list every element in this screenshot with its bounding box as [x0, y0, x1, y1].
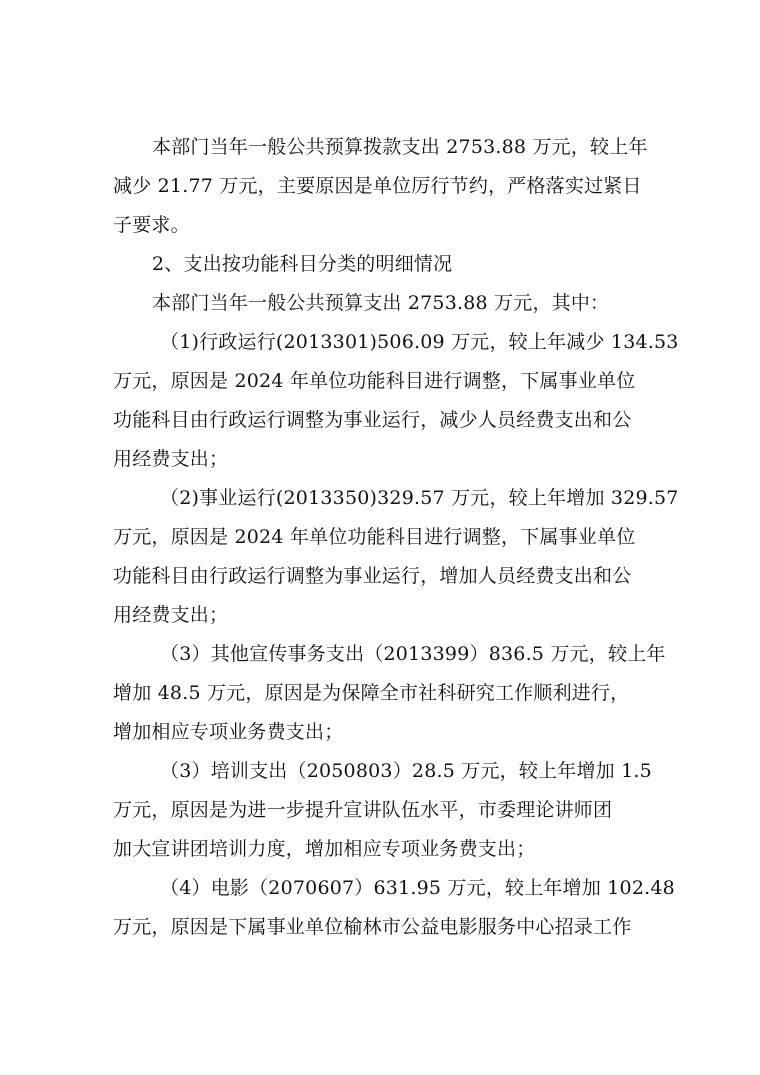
paragraph-line: 增加相应专项业务费支出； [113, 721, 344, 743]
paragraph-line: （3）其他宣传事务支出（2013399）836.5 万元，较上年 [160, 643, 666, 665]
paragraph-line: 万元，原因是 2024 年单位功能科目进行调整，下属事业单位 [113, 370, 636, 392]
paragraph-line: 功能科目由行政运行调整为事业运行，增加人员经费支出和公 [113, 565, 632, 587]
paragraph-line: 本部门当年一般公共预算支出 2753.88 万元，其中： [152, 292, 610, 314]
paragraph-line: （4）电影（2070607）631.95 万元，较上年增加 102.48 [160, 877, 675, 899]
paragraph-line: 子要求。 [113, 214, 190, 236]
paragraph-line: （3）培训支出（2050803）28.5 万元，较上年增加 1.5 [160, 760, 652, 782]
paragraph-line: 用经费支出； [113, 604, 229, 626]
paragraph-line: 本部门当年一般公共预算拨款支出 2753.88 万元，较上年 [152, 136, 648, 158]
paragraph-line: 加大宣讲团培训力度，增加相应专项业务费支出； [113, 838, 536, 860]
paragraph-line: 用经费支出； [113, 448, 229, 470]
section-heading: 2、支出按功能科目分类的明细情况 [152, 253, 453, 275]
paragraph-line: 万元，原因是下属事业单位榆林市公益电影服务中心招录工作 [113, 916, 632, 938]
paragraph-line: （2)事业运行(2013350)329.57 万元，较上年增加 329.57 [160, 487, 679, 509]
paragraph-line: （1)行政运行(2013301)506.09 万元，较上年减少 134.53 [160, 331, 679, 353]
paragraph-line: 万元，原因是 2024 年单位功能科目进行调整，下属事业单位 [113, 526, 636, 548]
paragraph-line: 万元，原因是为进一步提升宣讲队伍水平，市委理论讲师团 [113, 799, 613, 821]
paragraph-line: 增加 48.5 万元，原因是为保障全市社科研究工作顺利进行， [113, 682, 630, 704]
paragraph-line: 减少 21.77 万元，主要原因是单位厉行节约，严格落实过紧日 [113, 175, 642, 197]
paragraph-line: 功能科目由行政运行调整为事业运行，减少人员经费支出和公 [113, 409, 632, 431]
